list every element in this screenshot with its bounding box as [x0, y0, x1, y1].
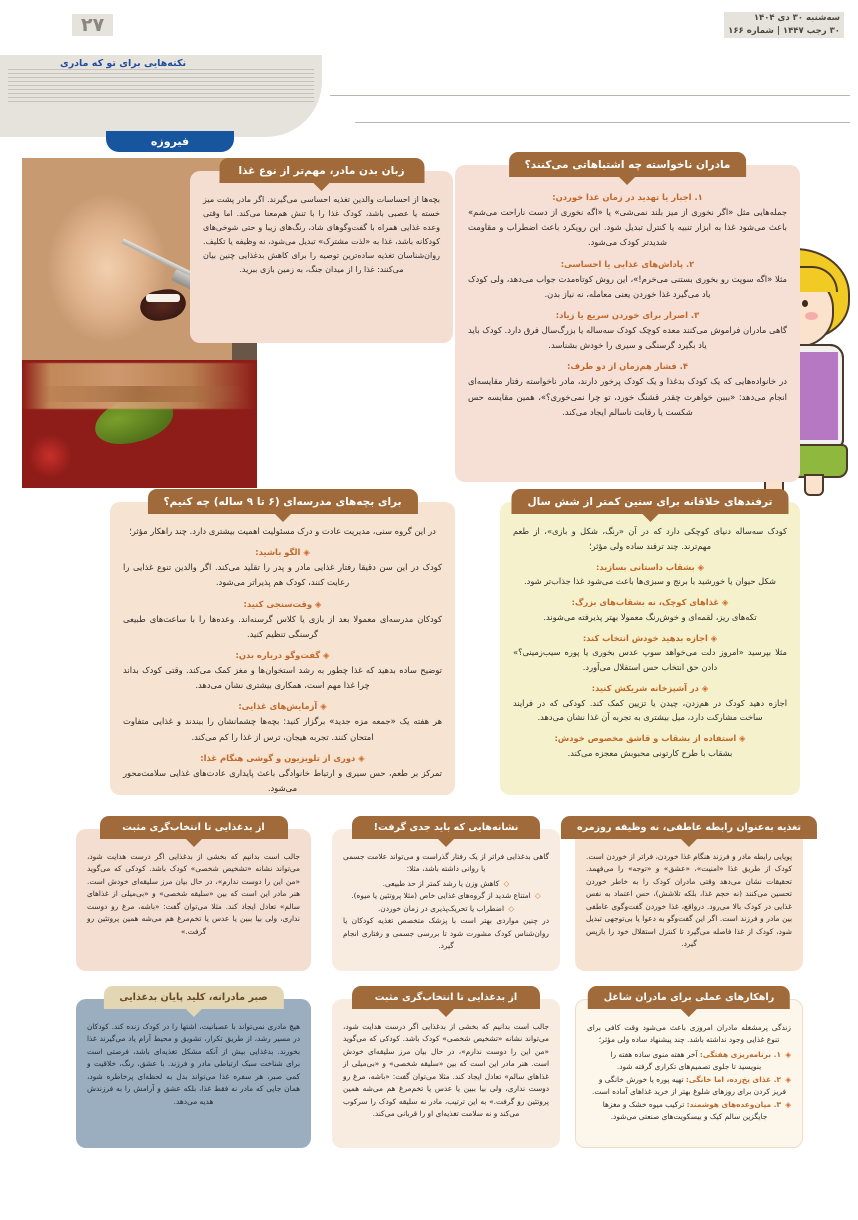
card-outro: در چنین مواردی بهتر است با پزشک متخصص تغذیه کودکان یا روان‌شناس کودک مشورت شود تا بررسی جسمی و رفتاری انجام گیرد. — [343, 916, 549, 951]
card-intro: گاهی بدغذایی فراتر از یک رفتار گذراست و می‌تواند علامت جسمی یا روانی داشته باشد، مثلا: — [343, 852, 549, 874]
issue-date — [724, 12, 844, 38]
brand-badge: فیروزه — [106, 131, 234, 152]
item-text: جمله‌هایی مثل «اگر نخوری از میز بلند نمی‌شی» یا «اگه نخوری از دست ناراحت می‌شم» باعث می‌شود غذا به ابزار تنبیه یا کنترل تبدیل شود. این رویکرد باعث اضطراب و مقاومت شدیدتر کودک می‌شود. — [468, 207, 787, 248]
article-school-age-children — [110, 489, 455, 795]
date-line-hijri: ۳۰ رجب ۱۴۴۷ | شماره ۱۶۶ — [728, 26, 840, 37]
diamond-icon: ◈ — [697, 561, 704, 572]
article-working-mothers-tips — [575, 986, 803, 1148]
card-body — [575, 829, 803, 971]
item-heading: ◈ الگو باشید: — [255, 547, 310, 558]
diamond-icon: ◈ — [721, 597, 729, 608]
diamond-icon: ◈ — [315, 598, 322, 609]
item-heading: ◈ در آشپزخانه شریکش کنید: — [591, 682, 709, 693]
card-intro: کودک سه‌ساله دنیای کوچکی دارد که در آن «رنگ، شکل و بازی»، از طعم مهم‌ترند. چند ترفند ساده ولی مؤثر؛ — [513, 526, 787, 551]
header-divider-top — [330, 95, 850, 96]
card-body — [332, 999, 560, 1148]
article-mother-body-language — [190, 158, 453, 343]
item-heading: ۴. فشار هم‌زمان از دو طرف: — [567, 361, 688, 372]
page-number: ۲۷ — [72, 14, 113, 36]
item-heading: ◈ آزمایش‌های غذایی: — [238, 701, 327, 712]
item-text: گاهی مادران فراموش می‌کنند معده کوچک کودک سه‌ساله یا بزرگ‌سال فرق دارد. کودک باید یاد بگیرد گرسنگی و سیری را خودش بشناسد. — [468, 325, 787, 351]
card-title: تغذیه به‌عنوان رابطه عاطفی، نه وظیفه روزمره — [561, 816, 817, 839]
card-title: زبان بدن مادر، مهم‌تر از نوع غذا — [219, 158, 424, 183]
article-nutrition-as-emotional-bond — [575, 816, 803, 971]
card-intro: در این گروه سنی، مدیریت عادت و درک مسئولیت اهمیت بیشتری دارد. چند راهکار مؤثر؛ — [129, 526, 436, 536]
card-intro: زندگی پرمشغله مادران امروزی باعث می‌شود وقت کافی برای تنوع غذایی وجود نداشته باشد. چند پیشنهاد ساده ولی مؤثر؛ — [587, 1023, 791, 1045]
list-item: ◇ اضطراب یا تحریک‌پذیری در زمان خوردن. — [377, 903, 515, 913]
list-item: ◇ کاهش وزن یا رشد کمتر از حد طبیعی. — [382, 878, 510, 888]
card-body — [190, 171, 453, 343]
diamond-icon: ◈ — [785, 1049, 791, 1059]
diamond-icon: ◈ — [358, 752, 365, 763]
card-title: از بدغذایی تا انتخاب‌گری مثبت — [352, 986, 540, 1009]
diamond-icon: ◇ — [508, 903, 515, 913]
paragraph: جالب است بدانیم که بخشی از بدغذایی اگر درست هدایت شود، می‌تواند نشانه «تشخیص شخصی» کودک باشد. کودکی که می‌گوید «من این را دوست ندارم»، در حال بیان مرز سلیقه‌ای خودش است. هنر مادر این است که بین «سلیقه شخصی» و «بی‌میلی از غذاهای سالم» تعادل ایجاد کند. مثلا می‌توان گفت: «باشه، مرغ رو دوست نداری، ولی بیا ببین یا عدس یا تخم‌مرغ هم می‌شه همین پروتئین رو گرفت.» به این ترتیب، مادر نه سلیقه کودک را سرکوب می‌کند و نه سلامت تغذیه‌ای او را قربانی می‌کند. — [343, 1022, 549, 1119]
paragraph: هیچ مادری نمی‌تواند با عصبانیت، اشتها را در کودک زنده کند. کودکان در مسیر رشد، از طریق تکرار، تشویق و محیط آرام یاد می‌گیرند غذا بخورند. بدغذایی بیش از آنکه مشکل تغذیه‌ای باشد، فرصتی است برای شناخت سبک ارتباطی مادر و فرزند. با عشق، رنگ، خلاقیت و کمی صبر، هر سفره غذا می‌تواند بدل به لحظه‌ای پرخاطره شود، همان جایی که مادر نه فقط غذا، بلکه عشق و آرامش را به فرزندش هدیه می‌دهد. — [87, 1022, 300, 1106]
paragraph: جالب است بدانیم که بخشی از بدغذایی اگر درست هدایت شود، می‌تواند نشانه «تشخیص شخصی» کودک باشد. کودکی که می‌گوید «من این را دوست ندارم»، در حال بیان مرز سلیقه‌ای خودش است. هنر مادر این است که بین «سلیقه شخصی» و «بی‌میلی از غذاهای سالم» تعادل ایجاد کند. مثلا می‌توان گفت: «باشه، مرغ رو دوست نداری، ولی بیا ببین یا عدس یا تخم‌مرغ هم می‌شه همین پروتئین رو گرفت.» — [87, 852, 300, 936]
item-heading: ◈ اجازه بدهید خودش انتخاب کند: — [582, 632, 718, 643]
diamond-icon: ◈ — [320, 701, 327, 712]
date-line-gregorian: سه‌شنبه ۳۰ دی ۱۴۰۴ — [753, 13, 840, 23]
article-unintentional-mistakes — [455, 152, 800, 482]
item-text: کودک در این سن دقیقا رفتار غذایی مادر و پدر را تقلید می‌کند. اگر والدین تنوع غذایی را رعایت کنند، کودک هم پذیراتر می‌شود. — [123, 562, 442, 588]
item-text: اجازه دهید کودک در هم‌زدن، چیدن یا تزیین کمک کند. کودکی که در فرایند ساخت مشارکت دارد، میل بیشتری به تجربه آن غذا نشان می‌دهد. — [513, 697, 787, 723]
paragraph: پویایی رابطه مادر و فرزند هنگام غذا خوردن، فراتر از خوردن است. کودک از طریق غذا «امنیت»، «عشق» و «توجه» را می‌فهمد. تحقیقات نشان می‌دهد وقتی مادران کودک را به خاطر خوردن تحسین می‌کنند (نه حجم غذا، بلکه تلاشش)، حس اعتماد به نفس غذایی در کودک بالا می‌رود. درواقع، غذا خوردن گفت‌وگوی عاطفی بین مادر و فرزند است. اگر این گفت‌وگو به دعوا یا بی‌توجهی تبدیل شود، کودک از غذا فاصله می‌گیرد تا کنترل استقلال خود را بازپس گیرد. — [586, 852, 792, 949]
item-heading: ◈ بشقاب داستانی بسازید: — [596, 561, 704, 572]
item-text: مثلا «اگه سوپت رو بخوری بستنی می‌خرم!»، این روش کوتاه‌مدت جواب می‌دهد، ولی کودک یاد می‌گیرد غذا خوردن یعنی معامله، نه نیاز بدن. — [468, 273, 787, 299]
diamond-icon: ◈ — [785, 1099, 791, 1109]
card-title: ترفندهای خلاقانه برای سنین کمتر از شش سال — [511, 489, 788, 514]
article-creative-tricks-under-six — [500, 489, 800, 795]
diamond-icon: ◇ — [503, 878, 510, 888]
card-body — [455, 165, 800, 482]
card-title: برای بچه‌های مدرسه‌ای (۶ تا ۹ ساله) چه کنیم؟ — [147, 489, 417, 514]
item-text: توضیح ساده بدهید که غذا چطور به رشد استخوان‌ها و مغز کمک می‌کند. وقتی کودک بداند چرا غذا مهم است، همکاری بیشتری نشان می‌دهد. — [123, 665, 442, 691]
card-body — [575, 999, 803, 1148]
paragraph: بچه‌ها از احساسات والدین تغذیه احساسی می‌گیرند. اگر مادر پشت میز خسته یا عصبی باشد، کودک غذا را با تنش هم‌معنا می‌کند. اما وقتی وعده غذایی همراه با گفت‌وگوهای شاد، رنگ‌های زیبا و حتی شوخی‌های کودکانه باشد، غذا به «لذت مشترک» تبدیل می‌شود، نه وظیفه یا تکلیف. روان‌شناسان تغذیه ساده‌ترین توصیه را برای کاهش بدغذایی چنین بیان می‌کنند: غذا را از میدان جنگ، به زمین بازی ببرید. — [203, 195, 440, 275]
list-item: ◈ ۳. میان‌وعده‌های هوشمند: ترکیب میوه خشک و مغزها جایگزین سالم کیک و بیسکویت‌های صنعتی می‌شود. — [602, 1099, 791, 1122]
item-heading: ۲. پاداش‌های غذایی یا احساسی: — [560, 258, 695, 269]
list-item: ◇ امتناع شدید از گروه‌های غذایی خاص (مثلا پروتئین یا میوه). — [351, 891, 541, 901]
item-heading: ◈ گفت‌وگو درباره بدن: — [235, 649, 330, 660]
item-text: هر هفته یک «جمعه مزه جدید» برگزار کنید: بچه‌ها چشمانشان را ببندند و غذایی متفاوت امتحان کنند. تجربه هیجان، ترس از غذا را کم می‌کند. — [123, 716, 442, 742]
diamond-icon: ◈ — [303, 547, 310, 558]
item-heading: ۱. اجبار یا تهدید در زمان غذا خوردن: — [552, 192, 703, 202]
item-text: مثلا بپرسید «امروز دلت می‌خواهد سوپ عدس بخوری یا پوره سیب‌زمینی؟» دادن حق انتخاب حس استقلال می‌آورد. — [513, 647, 787, 673]
item-text: تکه‌های ریز، لقمه‌ای و خوش‌رنگ معمولا بهتر پذیرفته می‌شوند. — [543, 611, 757, 622]
item-heading: ◈ دوری از تلویزیون و گوشی هنگام غذا: — [200, 752, 365, 763]
header-divider-second — [355, 122, 850, 123]
article-motherly-patience — [76, 986, 311, 1148]
article-warning-signs — [332, 816, 560, 971]
diamond-icon: ◇ — [535, 891, 541, 901]
item-heading: ۳. اصرار برای خوردن سریع یا زیاد: — [555, 309, 700, 320]
card-title: صبر مادرانه، کلید پایان بدغذایی — [103, 986, 283, 1009]
diamond-icon: ◈ — [739, 733, 746, 744]
article-picky-to-positive-choice-bottom — [332, 986, 560, 1148]
item-heading: ◈ وقت‌سنجی کنید: — [243, 598, 322, 609]
item-text: بشقاب با طرح کارتونی محبوبش معجزه می‌کند. — [567, 747, 733, 758]
card-title: از بدغذایی تا انتخاب‌گری مثبت — [100, 816, 288, 839]
item-text: در خانواده‌هایی که یک کودک بدغذا و یک کودک پرخور دارند، مادر ناخواسته رفتار مقایسه‌ای انجام می‌دهد: «ببین خواهرت چقدر قشنگ خورد، تو چرا نمی‌خوری؟»، همین مقایسه حس شکست یا رقابت ناسالم ایجاد می‌کند. — [468, 376, 787, 417]
item-heading: ◈ استفاده از بشقاب و قاشق مخصوص خودش: — [554, 733, 746, 744]
diamond-icon: ◈ — [710, 632, 718, 643]
card-title: مادران ناخواسته چه اشتباهاتی می‌کنند؟ — [509, 152, 747, 177]
card-body — [76, 999, 311, 1148]
article-picky-to-positive-choice-top — [76, 816, 311, 971]
diamond-icon: ◈ — [701, 682, 709, 693]
item-text: شکل حیوان یا خورشید با برنج و سبزی‌ها باعث می‌شود غذا جذاب‌تر شود. — [524, 576, 776, 587]
item-text: کودکان مدرسه‌ای معمولا بعد از بازی یا کلاس گرسنه‌اند. وعده‌ها را با ساعت‌های طبیعی گرسنگی تنظیم کنید. — [123, 613, 442, 639]
card-title: راهکارهای عملی برای مادران شاغل — [588, 986, 790, 1009]
list-item: ◈ ۱. برنامه‌ریزی هفتگی: آخر هفته منوی ساده هفته را بنویسید تا جلوی تصمیم‌های تکراری گرفته شود. — [610, 1049, 791, 1072]
list-item: ◈ ۲. غذای یخ‌زده، اما خانگی: تهیه پوره یا خورش خانگی و فریز کردن برای روزهای شلوغ بهتر از خرید غذاهای آماده است. — [591, 1074, 791, 1097]
card-body — [500, 502, 800, 795]
diamond-icon: ◈ — [323, 649, 330, 660]
item-text: تمرکز بر طعم، حس سیری و ارتباط خانوادگی باعث پایداری عادت‌های غذایی سلامت‌محور می‌شود. — [123, 767, 442, 793]
card-body — [110, 502, 455, 795]
diamond-icon: ◈ — [785, 1074, 791, 1084]
card-body — [76, 829, 311, 971]
card-body — [332, 829, 560, 971]
masthead-texture — [8, 69, 314, 103]
card-title: نشانه‌هایی که باید جدی گرفت! — [352, 816, 540, 839]
section-title: نکته‌هایی برای تو که مادری — [60, 58, 187, 69]
item-heading: ◈ غذاهای کوچک، نه بشقاب‌های بزرگ: — [571, 597, 729, 608]
